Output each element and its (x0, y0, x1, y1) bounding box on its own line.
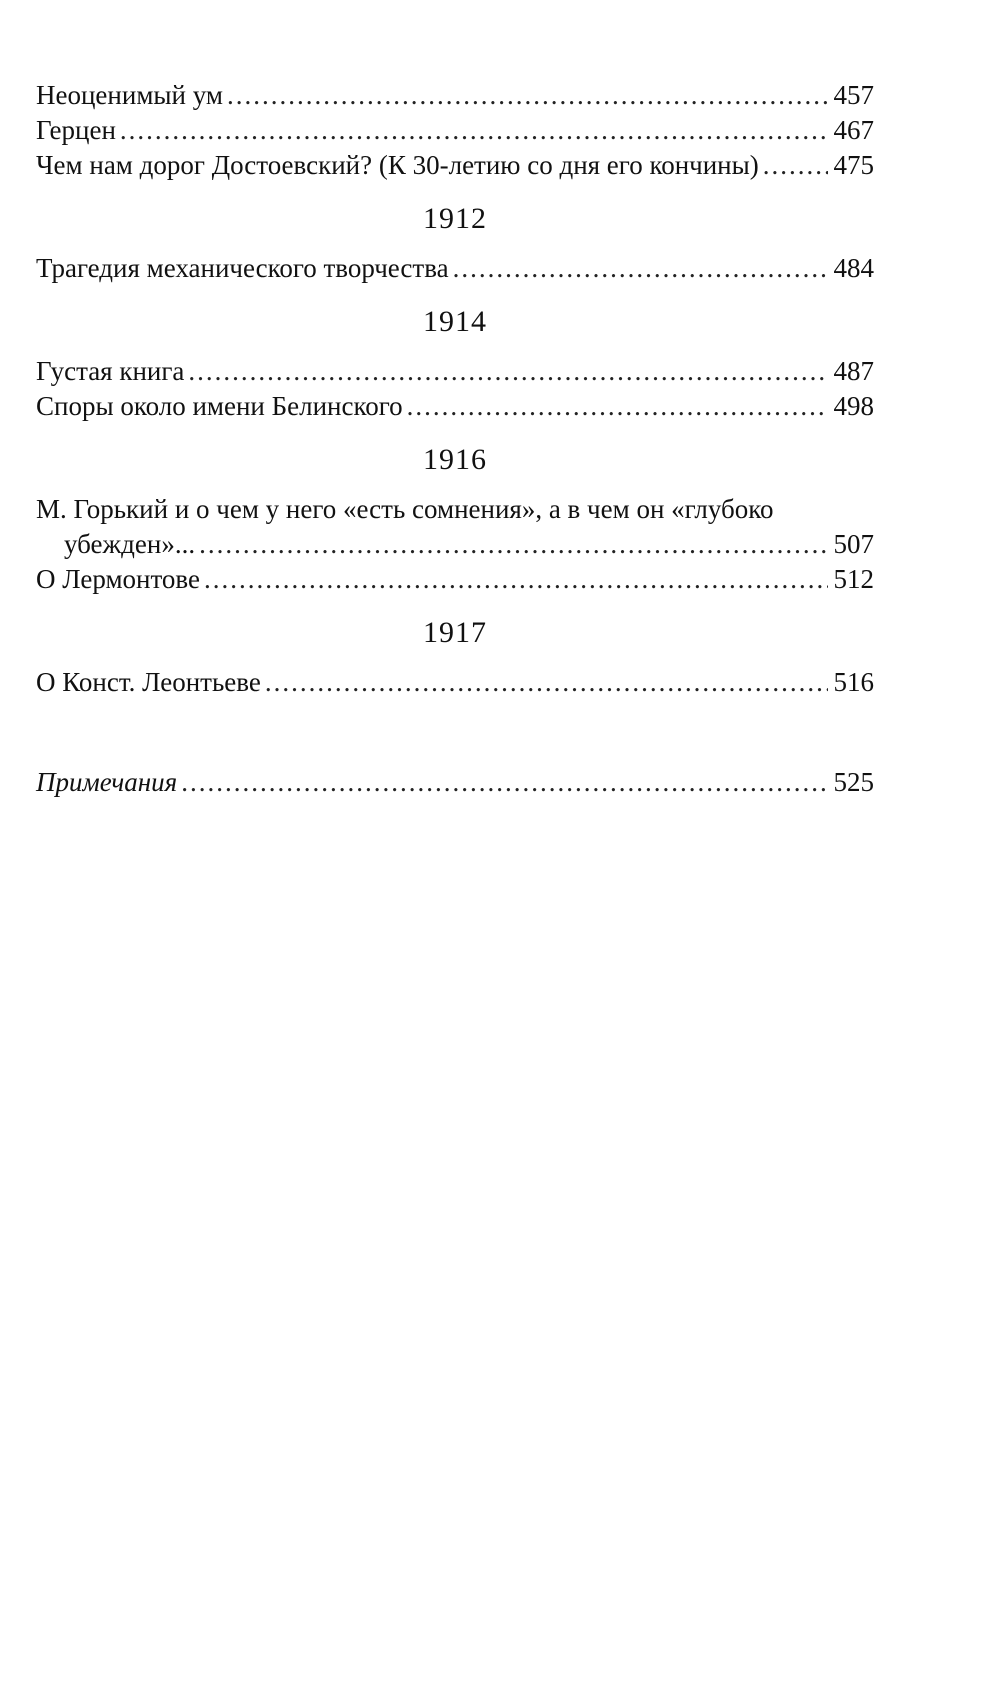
toc-entry-title: Чем нам дорог Достоевский? (К 30-летию со дня его кончины) (36, 150, 759, 180)
toc-entry (36, 148, 874, 183)
toc-entry (36, 389, 874, 424)
toc-entry-title: М. Горький и о чем у него «есть сомнения», а в чем он «глубоко (36, 494, 774, 524)
dot-leader (407, 389, 828, 424)
toc-entry (36, 251, 874, 286)
toc-entry-title: Густая книга (36, 356, 185, 386)
toc-entry-title: О Конст. Леонтьеве (36, 667, 261, 697)
toc-section-1917 (36, 615, 874, 700)
toc-entry-page: 484 (833, 253, 874, 283)
dot-leader (204, 562, 828, 597)
dot-leader (453, 251, 828, 286)
toc-entry-title: О Лермонтове (36, 564, 201, 594)
toc-entry (36, 665, 874, 700)
toc-entry-page: 475 (833, 150, 874, 180)
toc-entry-page: 457 (833, 80, 874, 110)
toc-entry-page: 498 (833, 391, 874, 421)
toc-entry-title-continued: убежден»... (64, 529, 196, 559)
dot-leader (227, 78, 828, 113)
year-heading: 1914 (423, 305, 487, 338)
dot-leader (763, 148, 828, 183)
dot-leader (265, 665, 828, 700)
toc-entry (36, 78, 874, 113)
toc-entry-page: 516 (833, 667, 874, 697)
toc-section-1916 (36, 442, 874, 597)
toc-entry-continuation (36, 527, 874, 562)
toc-entry (36, 562, 874, 597)
dot-leader (188, 354, 828, 389)
year-heading: 1916 (423, 443, 487, 476)
toc-section-1912 (36, 201, 874, 286)
toc-entry (36, 765, 874, 800)
dot-leader (181, 765, 828, 800)
toc-entry-page: 507 (833, 529, 874, 559)
table-of-contents (36, 78, 874, 800)
toc-entry-title: Трагедия механического творчества (36, 253, 449, 283)
toc-entry-title: Герцен (36, 115, 116, 145)
toc-entry (36, 354, 874, 389)
toc-entry-title: Неоценимый ум (36, 80, 223, 110)
toc-entry-page: 487 (833, 356, 874, 386)
toc-entry-page: 525 (833, 767, 874, 797)
toc-entry-page: 467 (833, 115, 874, 145)
dot-leader (120, 113, 828, 148)
toc-section-notes (36, 765, 874, 800)
year-heading: 1912 (423, 202, 487, 235)
toc-entry-first-line (36, 492, 874, 527)
toc-entry-title: Споры около имени Белинского (36, 391, 403, 421)
toc-entry-title: Примечания (36, 767, 178, 797)
year-heading: 1917 (423, 616, 487, 649)
dot-leader (199, 527, 828, 562)
toc-section-untitled (36, 78, 874, 183)
toc-entry (36, 113, 874, 148)
toc-entry-page: 512 (833, 564, 874, 594)
toc-section-1914 (36, 304, 874, 424)
